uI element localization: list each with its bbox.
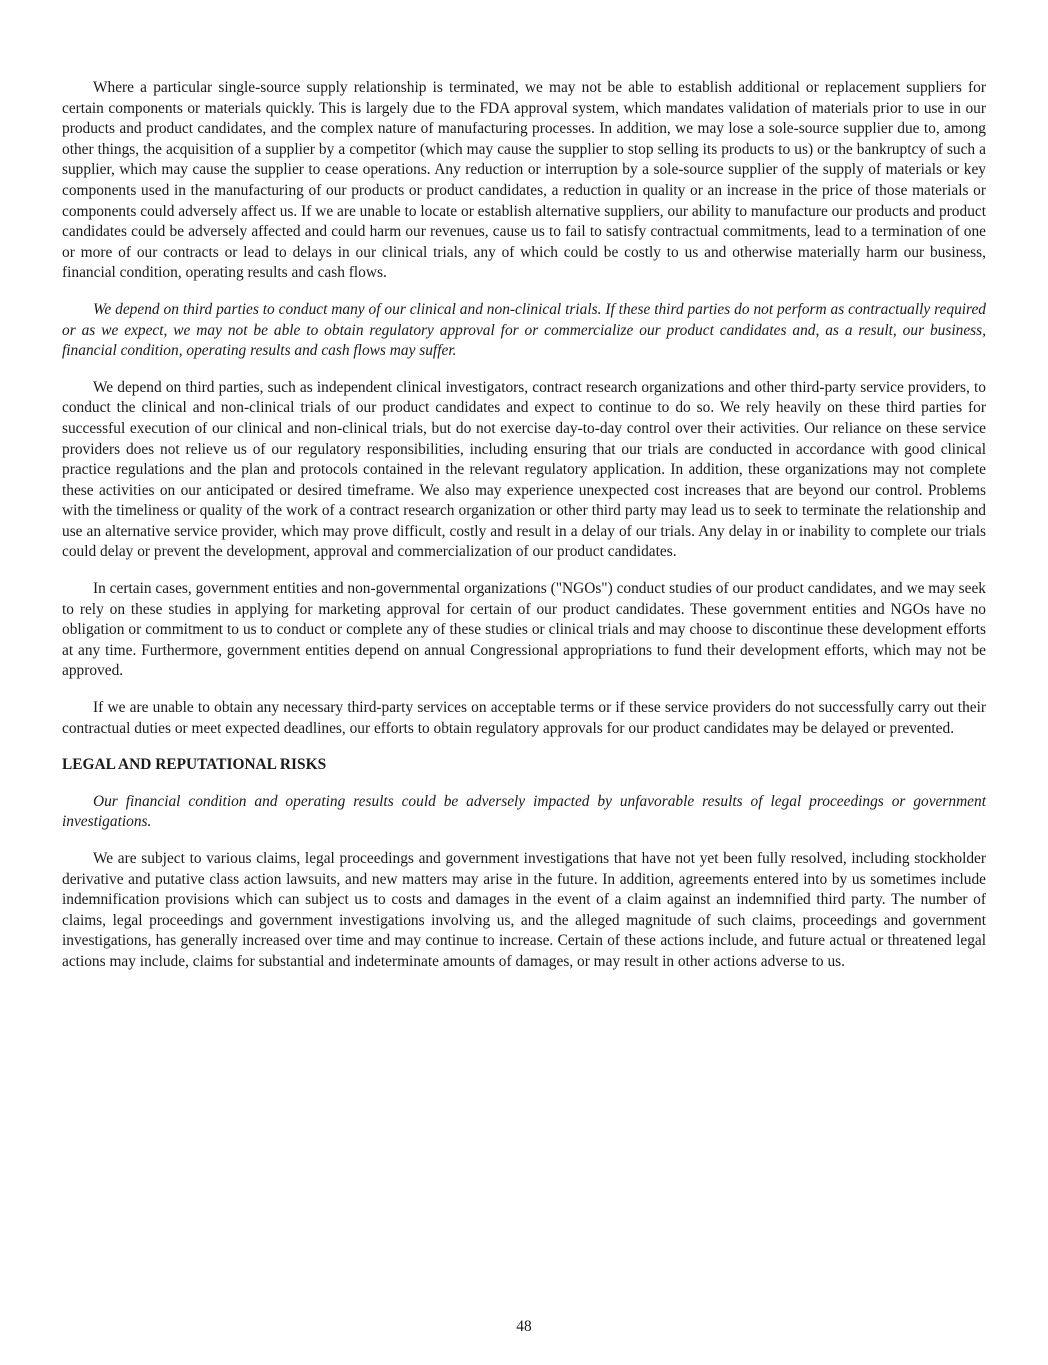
paragraph-legal-claims: We are subject to various claims, legal proceedings and government investigations that have not yet been fully resolved, including stockholder derivative and putative class action lawsuits, and new matters may arise in the future. In addition, agreements entered into by us sometimes include indemnification provisions which can subject us to costs and damages in the event of a claim against an indemnified third party. The number of claims, legal proceedings and government investigations involving us, and the alleged magnitude of such claims, proceedings and government investigations, has generally increased over time and may continue to increase. Certain of these actions include, and future actual or threatened legal actions may include, claims for substantial and indeterminate amounts of damages, or may result in other actions adverse to us. — [62, 850, 986, 970]
section-heading-legal-risks: LEGAL AND REPUTATIONAL RISKS — [62, 756, 327, 774]
paragraph-government-ngo-studies: In certain cases, government entities and non-governmental organizations ("NGOs") conduct studies of our product candidates, and we may seek to rely on these studies in applying for marketing approval for certain of our product candidates. These government entities and NGOs have no obligation or commitment to us to conduct or complete any of these studies or clinical trials and may choose to discontinue these development efforts at any time. Furthermore, government entities depend on annual Congressional appropriations to fund their development efforts, which may not be approved. — [62, 580, 986, 680]
document-page — [62, 78, 986, 989]
page-number: 48 — [516, 1318, 532, 1335]
risk-factor-third-parties-heading: We depend on third parties to conduct many of our clinical and non-clinical trials. If these third parties do not perform as contractually required or as we expect, we may not be able to obtain regulatory approval for or commercialize our product candidates and, as a result, our business, financial condition, operating results and cash flows may suffer. — [62, 300, 986, 360]
paragraph-third-party-reliance: We depend on third parties, such as independent clinical investigators, contract research organizations and other third-party service providers, to conduct the clinical and non-clinical trials of our product candidates and expect to continue to do so. We rely heavily on these third parties for successful execution of our clinical and non-clinical trials, but do not exercise day-to-day control over their activities. Our reliance on these service providers does not relieve us of our regulatory responsibilities, including ensuring that our trials are conducted in accordance with good clinical practice regulations and the plan and protocols contained in the relevant regulatory application. In addition, these organizations may not complete these activities on our anticipated or desired timeframe. We also may experience unexpected cost increases that are beyond our control. Problems with the timeliness or quality of the work of a contract research organization or other third party may lead us to seek to terminate the relationship and use an alternative service provider, which may prove difficult, costly and result in a delay of our trials. Any delay in or inability to complete our trials could delay or prevent the development, approval and commercialization of our product candidates. — [62, 378, 986, 561]
risk-factor-legal-proceedings-heading: Our financial condition and operating results could be adversely impacted by unfavorable results of legal proceedings or government investigations. — [62, 792, 986, 831]
paragraph-service-failure: If we are unable to obtain any necessary third-party services on acceptable terms or if these service providers do not successfully carry out their contractual duties or meet expected deadlines, our efforts to obtain regulatory approvals for our product candidates may be delayed or prevented. — [62, 699, 986, 737]
paragraph-supply-relationship: Where a particular single-source supply relationship is terminated, we may not be able to establish additional or replacement suppliers for certain components or materials quickly. This is largely due to the FDA approval system, which mandates validation of materials prior to use in our products and product candidates, and the complex nature of manufacturing processes. In addition, we may lose a sole-source supplier due to, among other things, the acquisition of a supplier by a competitor (which may cause the supplier to stop selling its products to us) or the bankruptcy of such a supplier, which may cause the supplier to cease operations. Any reduction or interruption by a sole-source supplier of the supply of materials or key components used in the manufacturing of our products or product candidates, a reduction in quality or an increase in the price of those materials or components could adversely affect us. If we are unable to locate or establish alternative suppliers, our ability to manufacture our products and product candidates could be adversely affected and could harm our revenues, cause us to fail to satisfy contractual commitments, lead to a termination of one or more of our contracts or lead to delays in our clinical trials, any of which could be costly to us and otherwise materially harm our business, financial condition, operating results and cash flows. — [62, 79, 986, 282]
